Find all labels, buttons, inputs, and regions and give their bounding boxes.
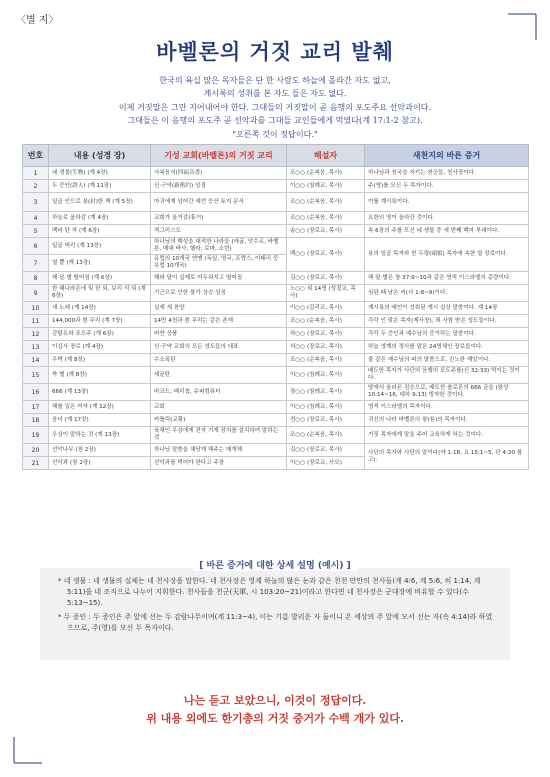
row-content: 음녀 (계 17장) — [49, 414, 151, 427]
row-false-doctrine: 사복음서(四福音書) — [151, 167, 287, 180]
row-commentator: 조○○ (순복음, 목사) — [287, 354, 365, 367]
row-number: 21 — [23, 457, 49, 470]
row-commentator: 전○○ (장로교, 목사) — [287, 414, 365, 427]
row-false-doctrine: 유럽의 10개국 연맹 (독일, 영국, 프랑스, 이태리 등 유럽 10개국) — [151, 255, 287, 272]
row-false-doctrine: 신·구약 교회의 모든 성도들의 대표 — [151, 341, 287, 354]
intro-line: 그대들은 이 음행의 포도주 곧 선악과를 그대들 교인들에게 먹였다(계 17:1-2 참고). — [127, 115, 423, 126]
row-false-doctrine: 마귀에게 넘어간 예언 등산 토지 문서 — [151, 193, 287, 212]
row-false-doctrine: 세균탄 — [151, 367, 287, 384]
row-commentator: 하○○ (장로교, 목사) — [287, 328, 365, 341]
table-row — [23, 427, 529, 444]
row-content: 해·달·별 떨어짐 (계 6장) — [49, 272, 151, 285]
row-content: 두 증인(證人) (계 11장) — [49, 180, 151, 193]
table-row — [23, 212, 529, 225]
detail-item: * 두 증인 : 두 증인은 주 앞에 선는 두 감람나무이며(계 11:3~4), 이는 기름 발리운 자 둘이니 온 세상의 주 앞에 모서 선는 자(속 4:14)라 하였으므로, 주(영)를 모신 두 목자이다. — [58, 612, 493, 632]
details-heading-text: [ 바른 증거에 대한 상세 설명 (예시) ] — [193, 561, 356, 571]
row-content: 하늘로 올라감 (계 4장) — [49, 212, 151, 225]
row-content: 한 때나라은에 및 한 되, 보리 석 되 (계 6장) — [49, 285, 151, 302]
row-false-doctrine: 신·구약(新舊約) 성경 — [151, 180, 287, 193]
row-commentator: 노○○ 외 14명 (성결교, 목사) — [287, 285, 365, 302]
row-false-doctrine: 하나님의 백성을 대적한 나라들 (애굽, 앗수르, 바벨론, 메대 바사, 헬라, 로마, 소련) — [151, 238, 287, 255]
row-false-doctrine: 교회 — [151, 401, 287, 414]
row-content: 네 생물(生物) (계 4장) — [49, 167, 151, 180]
row-number: 7 — [23, 255, 49, 272]
row-false-doctrine: 선악과를 먹어야 한다고 주장 — [151, 457, 287, 470]
table-row — [23, 193, 529, 212]
page-title: 바벨론의 거짓 교리 발췌 — [156, 39, 394, 64]
attachment-label: 〈별 지〉 — [16, 15, 59, 26]
row-true-testimony: 영적 이스라엘의 목자이다. — [365, 401, 529, 414]
row-false-doctrine: 육체인 우상에게 전자 기계 장치를 설치하여 말하는 것 — [151, 427, 287, 444]
row-content: 열 뿔 (계 13장) — [49, 255, 151, 272]
table-row — [23, 367, 529, 384]
row-number: 17 — [23, 401, 49, 414]
row-number: 15 — [23, 367, 49, 384]
row-true-testimony: 불 같은 예수님의 피의 말씀으로, 진노한 재앙이다. — [365, 354, 529, 367]
table-row — [23, 354, 529, 367]
row-false-doctrine: 기근으로 인한 물가 상승 상징 — [151, 285, 287, 302]
row-content: 선악나무 (창 2장) — [49, 444, 151, 457]
row-content: 새 노래 (계 14장) — [49, 302, 151, 315]
header-number: 번호 — [23, 145, 49, 167]
row-content: 우상이 말하는 것 (계 13장) — [49, 427, 151, 444]
table-body — [23, 167, 529, 470]
row-false-doctrine: 교회가 올거감(휴거) — [151, 212, 287, 225]
row-true-testimony: 사단의 목자와 사단의 말이다(약 1:18, 요 15:1~5, 단 4:20 참고). — [365, 444, 529, 470]
closing-line: 나는 듣고 보았으니, 이것이 정답이다. — [183, 694, 367, 707]
row-commentator: 백○○ (장로교, 목사) — [287, 238, 365, 272]
table-row — [23, 272, 529, 285]
row-number: 9 — [23, 285, 49, 302]
row-true-testimony: 각각 두 증인과 예수님의 증거하는 말씀이다. — [365, 328, 529, 341]
intro-line: "오른쪽 것이 정답이다." — [232, 128, 318, 139]
row-commentator: 이○○ (장로교, 사모) — [287, 457, 365, 470]
row-content: 이십사 장로 (계 4장) — [49, 341, 151, 354]
row-true-testimony: 해·달·별은 창 37:9~10과 같은 영적 이스라엘의 총량이다. — [365, 272, 529, 285]
row-false-doctrine: 비싼 상품 — [151, 328, 287, 341]
row-true-testimony: 하나님과 천국을 지키는 천군들, 천사장이다. — [365, 167, 529, 180]
row-commentator: 이○○ (침례교, 목사) — [287, 401, 365, 414]
row-true-testimony: 배도한 목자가 사단의 음행의 포도주를(신 32:33) 먹이는 것이다. — [365, 367, 529, 384]
row-commentator: 조○○ (순복음, 목사) — [287, 427, 365, 444]
row-number: 3 — [23, 193, 49, 212]
row-false-doctrine: 카톨릭(교황) — [151, 414, 287, 427]
table-header-row — [23, 145, 529, 167]
table-row — [23, 341, 529, 354]
row-number: 5 — [23, 225, 49, 238]
row-true-testimony: 요한의 영이 올라간 것이다. — [365, 212, 529, 225]
row-commentator: 조○○ (순복음, 목사) — [287, 193, 365, 212]
row-commentator: 송○○ (장로교, 목사) — [287, 225, 365, 238]
row-false-doctrine: 해와 달이 실제로 어두워지고 떨어짐 — [151, 272, 287, 285]
row-number: 11 — [23, 315, 49, 328]
row-false-doctrine: 적그리스도 — [151, 225, 287, 238]
row-false-doctrine: 바코드, 베리칩, 슈퍼컴퓨터 — [151, 384, 287, 401]
table-row — [23, 167, 529, 180]
intro-line: 한국의 육십 많은 목자들은 단 한 사람도 하늘에 올라간 자도 없고, — [159, 75, 391, 85]
table-row — [23, 302, 529, 315]
row-content: 144,000과 흰 무리 (계 7장) — [49, 315, 151, 328]
row-number: 16 — [23, 384, 49, 401]
row-commentator: 장○○ (침례교, 목사) — [287, 384, 365, 401]
row-commentator: 김○○ (장로교, 목사) — [287, 272, 365, 285]
closing-statement — [0, 692, 550, 728]
table-row — [23, 180, 529, 193]
row-commentator: 김○○ (장로교, 목사) — [287, 444, 365, 457]
intro-line: 계시록의 성취를 본 자도 들은 자도 없다. — [203, 88, 347, 99]
doctrine-table — [22, 144, 529, 470]
table-row — [23, 238, 529, 255]
details-text — [58, 576, 498, 636]
table-row — [23, 315, 529, 328]
row-number: 20 — [23, 444, 49, 457]
row-content: 해를 입은 여자 (계 12장) — [49, 401, 151, 414]
row-commentator: 조○○ (순복음, 목사) — [287, 315, 365, 328]
row-commentator: 조○○ (순복음, 목사) — [287, 212, 365, 225]
row-true-testimony: 용의 일곱 목자와 한 두령(頭領) 목자에 속한 열 장로이다. — [365, 238, 529, 272]
details-heading — [0, 558, 550, 571]
table-row — [23, 285, 529, 302]
row-false-doctrine: 하나님 말씀을 채당게 해주는 매개체 — [151, 444, 287, 457]
row-false-doctrine: 14만 4천과 흰 무리는 같은 존재 — [151, 315, 287, 328]
row-true-testimony: 속 6장의 주를 모신 네 생물 중 세 번째 백마 부대이다. — [365, 225, 529, 238]
row-number: 14 — [23, 354, 49, 367]
row-content: 666 (계 13장) — [49, 384, 151, 401]
row-number: 13 — [23, 341, 49, 354]
row-true-testimony: 계시록의 예언이 성취된 계시 실상 말씀이다. 계 14장 — [365, 302, 529, 315]
row-content: 선악과 (창 2장) — [49, 457, 151, 470]
row-content: 일곱 머리 (계 13장) — [49, 238, 151, 255]
row-number: 19 — [23, 427, 49, 444]
row-true-testimony: 땅에서 올라온 짐승으로, 배도한 솔로몬의 666 금을 (왕상 10:14~16, 대하 9:13) 빙자한 것이다. — [365, 384, 529, 401]
row-true-testimony: 각각 인 맞은 목자(제사장), 죄 사함 받은 성도들이다. — [365, 315, 529, 328]
table-row — [23, 384, 529, 401]
table-row — [23, 328, 529, 341]
table-row — [23, 401, 529, 414]
row-number: 10 — [23, 302, 49, 315]
header-commentator: 해설자 — [287, 145, 365, 167]
row-content: 감람유와 포도주 (계 6장) — [49, 328, 151, 341]
table-row — [23, 444, 529, 457]
row-number: 1 — [23, 167, 49, 180]
row-false-doctrine: 실제 새 찬양 — [151, 302, 287, 315]
table-row — [23, 225, 529, 238]
row-commentator: 이○○ (감리교, 목사) — [287, 302, 365, 315]
row-commentator: 석○○ (장로교, 목사) — [287, 341, 365, 354]
intro-text — [40, 74, 510, 141]
doctrine-table-wrapper — [22, 144, 528, 470]
row-content: 쑥 별 (계 8장) — [49, 367, 151, 384]
detail-item: * 네 생물 : 네 생물의 실체는 네 천사장을 말한다. 네 천사장은 영계 하늘의 많은 눈과 같은 천천 만만의 천사들(계 4:6, 계 5:6, 히 1:14, 계 5:11)을 네 조직으로 나누어 지휘한다. 천사들을 천군(天軍, 시 103:20~21)이라고 한다면 네 천사장은 군대장에 비유할 수 있다(수 5:13~15). — [58, 577, 481, 608]
header-false-doctrine: 기성 교회(바벨론)의 거짓 교리 — [151, 145, 287, 167]
row-true-testimony: 귀신의 나라 바벨론의 왕(용)의 목자이다. — [365, 414, 529, 427]
row-commentator: 조○○ (순복음, 목사) — [287, 167, 365, 180]
row-number: 12 — [23, 328, 49, 341]
header-true-testimony: 새천지의 바른 증거 — [365, 145, 529, 167]
header-content: 내용 (성경 장) — [49, 145, 151, 167]
row-content: 일곱 인으로 봉(封)한 책 (계 5장) — [49, 193, 151, 212]
row-true-testimony: 심판 때 남은 씨(사 1:8~9)이다. — [365, 285, 529, 302]
row-commentator: 이○○ (침례교, 목사) — [287, 180, 365, 193]
row-true-testimony: 이룰 계시록이다. — [365, 193, 529, 212]
row-commentator: 이○○ (침례교, 목사) — [287, 367, 365, 384]
intro-line: 이제 거짓말은 그만 지어내어야 한다. 그대들의 거짓말이 곧 음행의 포도주요 선악과이다. — [118, 101, 432, 112]
row-true-testimony: 하늘 영계의 정사를 맡은 24명체인 장로들이다. — [365, 341, 529, 354]
row-true-testimony: 주(영)를 모신 두 목자이다. — [365, 180, 529, 193]
row-content: 백마 탄 자 (계 6장) — [49, 225, 151, 238]
row-number: 2 — [23, 180, 49, 193]
row-number: 8 — [23, 272, 49, 285]
row-false-doctrine: 수소폭탄 — [151, 354, 287, 367]
row-content: 우박 (계 8장) — [49, 354, 151, 367]
table-row — [23, 414, 529, 427]
row-true-testimony: 거짓 목자에게 말을 주어 교육하게 하는 것이다. — [365, 427, 529, 444]
row-number: 18 — [23, 414, 49, 427]
closing-line: 위 내용 외에도 한기총의 거짓 증거가 수백 개가 있다. — [146, 712, 404, 725]
row-number: 4 — [23, 212, 49, 225]
row-number: 6 — [23, 238, 49, 255]
